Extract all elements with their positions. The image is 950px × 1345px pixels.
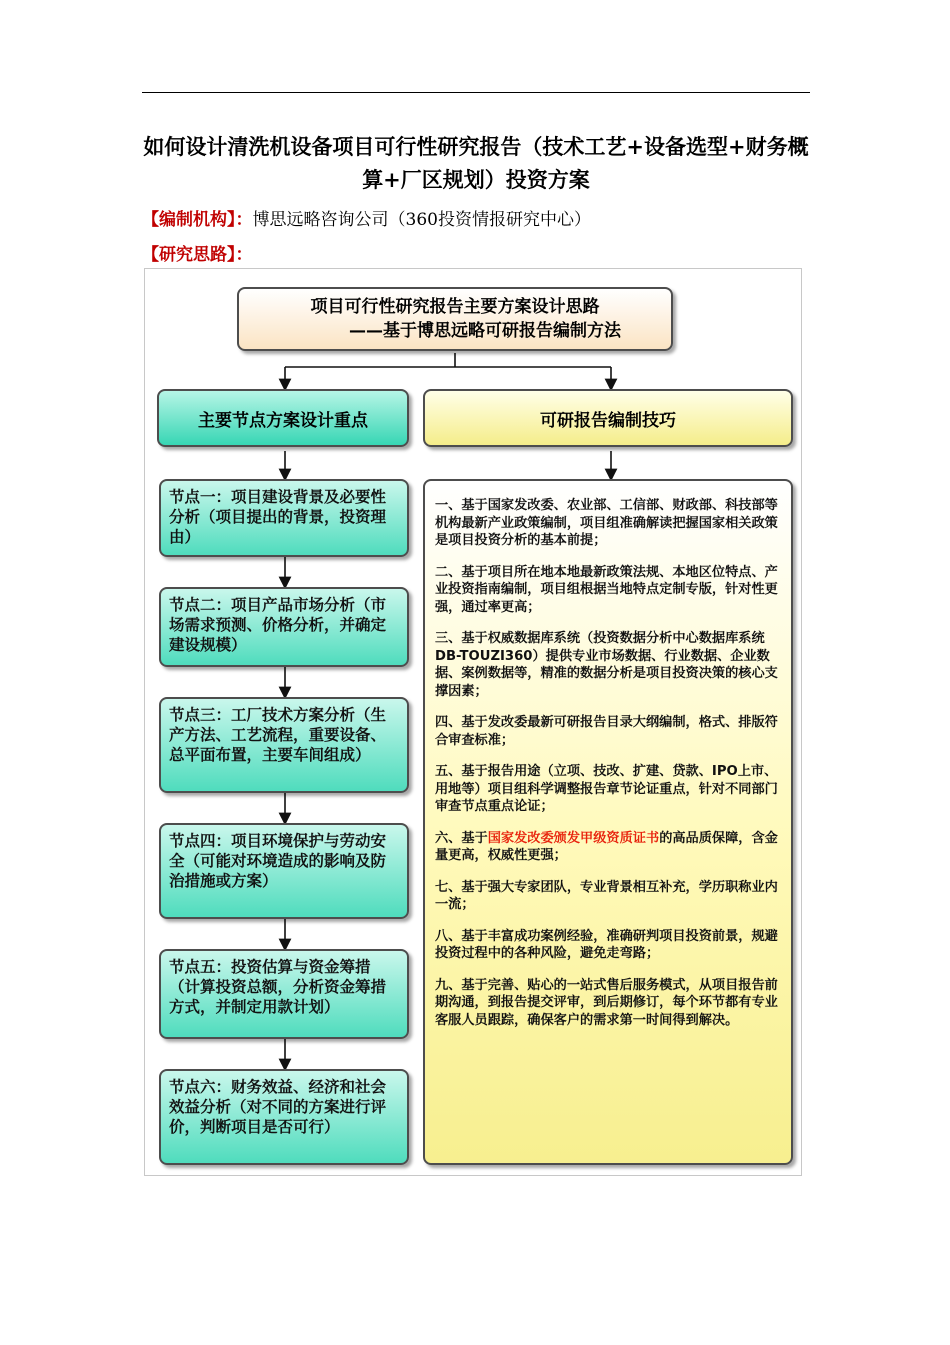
idea-line	[142, 240, 253, 265]
top-rule	[142, 92, 810, 93]
tips-box	[423, 479, 793, 1165]
diagram-title-line2: ——基于博思远略可研报告编制方法	[349, 321, 621, 341]
tip-item: 七、基于强大专家团队，专业背景相互补充，学历职称业内一流；	[435, 879, 778, 912]
tip-item: 四、基于发改委最新可研报告目录大纲编制，格式、排版符合审查标准；	[435, 715, 778, 748]
node-2-box: 节点二：项目产品市场分析（市场需求预测、价格分析，并确定建设规模）	[159, 587, 409, 667]
tip-item: 八、基于丰富成功案例经验，准确研判项目投资前景，规避投资过程中的各种风险，避免走弯路；	[435, 928, 778, 961]
tip-item: 三、基于权威数据库系统（投资数据分析中心数据库系统DB-TOUZI360）提供专业市场数据、行业数据、企业数据、案例数据等，精准的数据分析是项目投资决策的核心支撑因素；	[435, 631, 778, 699]
document-title: 如何设计清洗机设备项目可行性研究报告（技术工艺+设备选型+财务概算+厂区规划）投资方案	[143, 134, 809, 192]
tip-text: 的高品质保障，含金量更高，权威性更强；	[435, 830, 778, 863]
tip-item: 九、基于完善、贴心的一站式售后服务模式，从项目报告前期沟通，到报告提交评审，到后期修订，每个环节都有专业客服人员跟踪，确保客户的需求第一时间得到解决。	[435, 977, 778, 1028]
org-label: 【编制机构】：	[142, 210, 253, 230]
node-6-box: 节点六：财务效益、经济和社会效益分析（对不同的方案进行评价，判断项目是否可行）	[159, 1069, 409, 1165]
flow-diagram	[144, 268, 802, 1176]
tip-text: 六、基于	[435, 830, 488, 846]
tip-item	[435, 830, 781, 865]
tip-item: 五、基于报告用途（立项、技改、扩建、贷款、IPO上市、用地等）项目组科学调整报告章节论证重点，针对不同部门审查节点重点论证；	[435, 764, 778, 814]
org-line	[142, 205, 591, 230]
idea-label: 【研究思路】：	[142, 245, 253, 265]
node-1-box: 节点一：项目建设背景及必要性分析（项目提出的背景，投资理由）	[159, 479, 409, 557]
node-4-box: 节点四：项目环境保护与劳动安全（可能对环境造成的影响及防治措施或方案）	[159, 823, 409, 919]
right-header-box: 可研报告编制技巧	[423, 389, 793, 447]
tip-item: 一、基于国家发改委、农业部、工信部、财政部、科技部等机构最新产业政策编制，项目组准确解读把握国家相关政策是项目投资分析的基本前提；	[435, 498, 778, 548]
left-header-box: 主要节点方案设计重点	[157, 389, 409, 447]
diagram-title-box	[237, 287, 673, 351]
org-value: 博思远略咨询公司（360投资情报研究中心）	[252, 210, 591, 230]
node-3-box: 节点三：工厂技术方案分析（生产方法、工艺流程，重要设备、总平面布置，主要车间组成）	[159, 697, 409, 793]
diagram-title-line1: 项目可行性研究报告主要方案设计思路	[310, 297, 600, 317]
tip-item: 二、基于项目所在地本地最新政策法规、本地区位特点、产业投资指南编制，项目组根据当地特点定制专版，针对性更强，通过率更高；	[435, 564, 778, 615]
node-5-box: 节点五：投资估算与资金筹措（计算投资总额，分析资金筹措方式，并制定用款计划）	[159, 949, 409, 1039]
tip-highlight: 国家发改委颁发甲级资质证书	[487, 830, 660, 846]
